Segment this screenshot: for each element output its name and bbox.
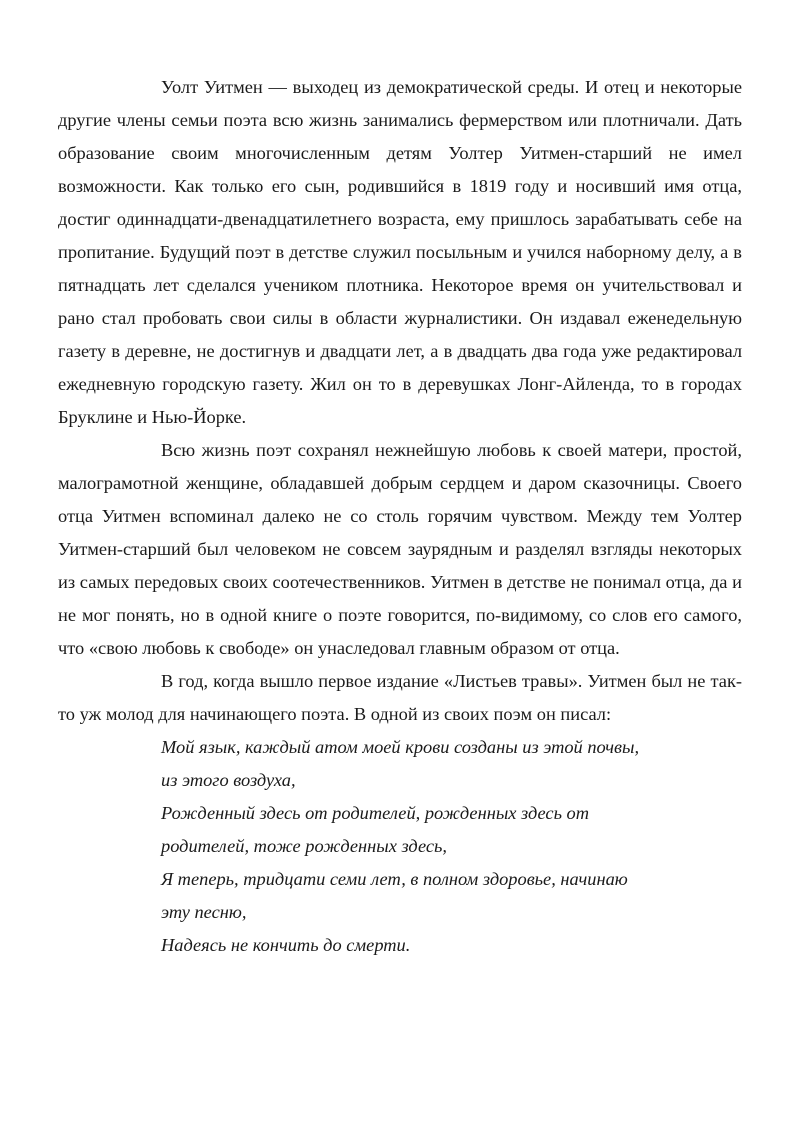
verse-line-4: родителей, тоже рожденных здесь, xyxy=(161,836,448,856)
paragraph-3: В год, когда вышло первое издание «Листьев травы». Уитмен был не так-то уж молод для начинающего поэта. В одной из своих поэм он писал: xyxy=(58,671,742,724)
paragraph-1: Уолт Уитмен — выходец из демократической среды. И отец и некоторые другие члены семьи поэта всю жизнь занимались фермерством или плотничали. Дать образование своим многочисленным детям Уолтер Уитмен-старший не имел возможности. Как только его сын, родившийся в 1819 году и носивший имя отца, достиг одиннадцати-двенадцатилетнего возраста, ему пришлось зарабатывать себе на пропитание. Будущий поэт в детстве служил посыльным и учился наборному делу, а в пятнадцать лет сделался учеником плотника. Некоторое время он учительствовал и рано стал пробовать свои силы в области журналистики. Он издавал еженедельную газету в деревне, не достигнув и двадцати лет, а в двадцать два года уже редактировал ежедневную городскую газету. Жил он то в деревушках Лонг-Айленда, то в городах Бруклине и Нью-Йорке. xyxy=(58,77,742,427)
paragraph-2: Всю жизнь поэт сохранял нежнейшую любовь к своей матери, простой, малограмотной женщине, обладавшей добрым сердцем и даром сказочницы. Своего отца Уитмен вспоминал далеко не со столь горячим чувством. Между тем Уолтер Уитмен-старший был человеком не совсем заурядным и разделял взгляды некоторых из самых передовых своих соотечественников. Уитмен в детстве не понимал отца, да и не мог понять, но в одной книге о поэте говорится, по-видимому, со слов его самого, что «свою любовь к свободе» он унаследовал главным образом от отца. xyxy=(58,440,742,658)
verse-line-5: Я теперь, тридцати семи лет, в полном здоровье, начинаю xyxy=(161,869,628,889)
verse-line-1: Мой язык, каждый атом моей крови созданы из этой почвы, xyxy=(161,737,640,757)
poem-quote xyxy=(58,731,742,962)
verse-line-6: эту песню, xyxy=(161,902,247,922)
verse-line-2: из этого воздуха, xyxy=(161,770,296,790)
body-text xyxy=(58,71,742,962)
verse-line-7: Надеясь не кончить до смерти. xyxy=(161,935,411,955)
verse-line-3: Рожденный здесь от родителей, рожденных здесь от xyxy=(161,803,590,823)
